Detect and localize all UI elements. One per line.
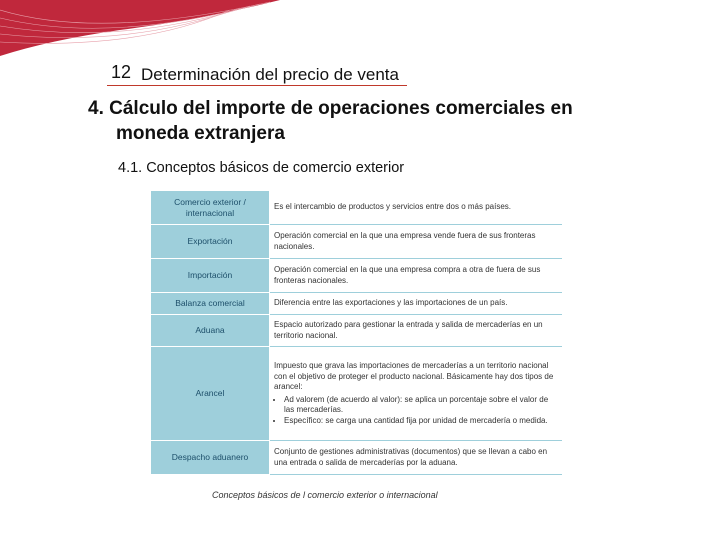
term-cell: Comercio exterior / internacional xyxy=(151,191,270,225)
section-heading-line1: 4. Cálculo del importe de operaciones comerciales en xyxy=(88,98,573,119)
decorative-wave-graphic xyxy=(0,0,280,56)
term-cell: Arancel xyxy=(151,347,270,441)
table-row xyxy=(151,293,562,315)
term-cell: Importación xyxy=(151,259,270,293)
table-row xyxy=(151,191,562,225)
definition-cell: Diferencia entre las exportaciones y las importaciones de un país. xyxy=(270,293,562,315)
definition-cell: Operación comercial en la que una empresa compra a otra de fuera de sus fronteras nacionales. xyxy=(270,259,562,293)
definition-text: Impuesto que grava las importaciones de mercaderías a un territorio nacional con el objetivo de proteger el producto nacional. Básicamente hay dos tipos de arancel: xyxy=(274,361,554,391)
definition-cell: Es el intercambio de productos y servicios entre dos o más países. xyxy=(270,191,562,225)
term-cell: Exportación xyxy=(151,225,270,259)
table-row xyxy=(151,225,562,259)
list-item: • Ad valorem (de acuerdo al valor): se aplica un porcentaje sobre el valor de las mercaderías. xyxy=(284,395,557,416)
term-cell: Despacho aduanero xyxy=(151,441,270,475)
definition-cell xyxy=(270,347,562,441)
definition-cell: Espacio autorizado para gestionar la entrada y salida de mercaderías en un territorio nacional. xyxy=(270,315,562,347)
term-cell: Balanza comercial xyxy=(151,293,270,315)
unit-number: 12 xyxy=(111,62,132,82)
section-heading xyxy=(88,96,688,146)
definition-cell: Operación comercial en la que una empresa vende fuera de sus fronteras nacionales. xyxy=(270,225,562,259)
tariff-types-list xyxy=(274,395,557,427)
table-row xyxy=(151,347,562,441)
table-row xyxy=(151,315,562,347)
table-row xyxy=(151,441,562,475)
term-cell: Aduana xyxy=(151,315,270,347)
definition-cell: Conjunto de gestiones administrativas (documentos) que se llevan a cabo en una entrada o salida de mercaderías por la aduana. xyxy=(270,441,562,475)
section-heading-line2: moneda extranjera xyxy=(116,123,285,144)
table-caption: Conceptos básicos de l comercio exterior o internacional xyxy=(212,490,438,500)
subsection-heading: 4.1. Conceptos básicos de comercio exterior xyxy=(118,160,405,176)
list-item: • Específico: se carga una cantidad fija por unidad de mercadería o medida. xyxy=(284,416,557,427)
unit-title: Determinación del precio de venta xyxy=(141,65,399,84)
table-row xyxy=(151,259,562,293)
title-underline xyxy=(107,85,407,86)
concepts-table xyxy=(150,190,562,475)
